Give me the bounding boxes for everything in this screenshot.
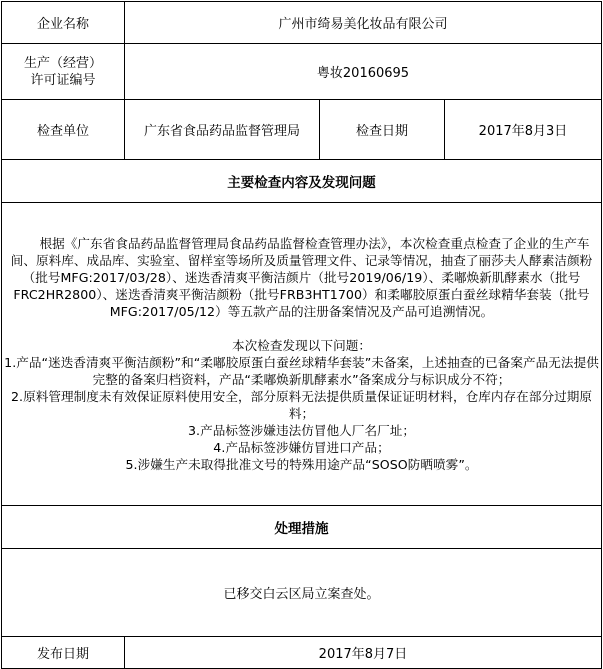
finding-item-4: 4.产品标签涉嫌仿冒进口产品； [213,440,390,455]
finding-item-1: 1.产品“迷迭香清爽平衡洁颜粉”和“柔嘟胶原蛋白蚕丝球精华套装”未备案，上述抽查的已备案产品无法提供完整的备案归档资料，产品“柔嘟焕新肌酵素水”备案成分与标识成分不符； [4,355,599,387]
company-value: 广州市绮易美化妆品有限公司 [125,2,602,44]
license-value: 粤妆20160695 [125,44,602,100]
license-row [2,44,602,100]
publish-value: 2017年8月7日 [125,637,602,669]
finding-item-2: 2.原料管理制度未有效保证原料使用安全，部分原料无法提供质量保证证明材料，仓库内存在部分过期原料； [10,389,593,421]
publish-label: 发布日期 [2,637,125,669]
measures-header-row [2,506,602,549]
main-section-title: 主要检查内容及发现问题 [2,160,602,203]
main-section-header-row [2,160,602,203]
measures-body-row [2,549,602,637]
inspection-row [2,100,602,160]
inspection-unit-value: 广东省食品药品监督管理局 [125,100,320,160]
inspection-table [1,1,602,669]
finding-item-5: 5.涉嫌生产未取得批准文号的特殊用途产品“SOSO防晒喷雾”。 [125,457,478,472]
findings-intro: 本次检查发现以下问题： [231,338,372,353]
inspection-date-value: 2017年8月3日 [445,100,602,160]
measures-title: 处理措施 [2,506,602,549]
inspection-unit-label: 检查单位 [2,100,125,160]
finding-item-3: 3.产品标签涉嫌违法仿冒他人厂名厂址； [187,423,416,438]
paragraph-spacer [2,320,601,337]
publish-row [2,637,602,669]
measures-value: 已移交白云区局立案查处。 [2,549,602,637]
license-label-line1: 生产（经营） [23,55,102,71]
main-section-body-row [2,203,602,506]
inspection-paragraph: 根据《广东省食品药品监督管理局食品药品监督检查管理办法》，本次检查重点检查了企业的生产车间、原料库、成品库、实验室、留样室等场所及质量管理文件、记录等情况，抽查了丽莎夫人酵素洁颜粉（批号MFG:2017/03/28）、迷迭香清爽平衡洁颜片（批号2019/06/19）、柔嘟焕新肌酵素水（批号FRC2HR2800）、迷迭香清爽平衡洁颜粉（批号FRB3HT1700）和柔嘟胶原蛋白蚕丝球精华套装（批号MFG:2017/05/12）等五款产品的注册备案情况及产品可追溯情况。 [10,236,593,319]
inspection-date-label: 检查日期 [320,100,445,160]
company-row [2,2,602,44]
license-label [2,44,125,100]
license-label-line2: 许可证编号 [30,72,96,88]
main-section-body [2,203,602,506]
company-label: 企业名称 [2,2,125,44]
